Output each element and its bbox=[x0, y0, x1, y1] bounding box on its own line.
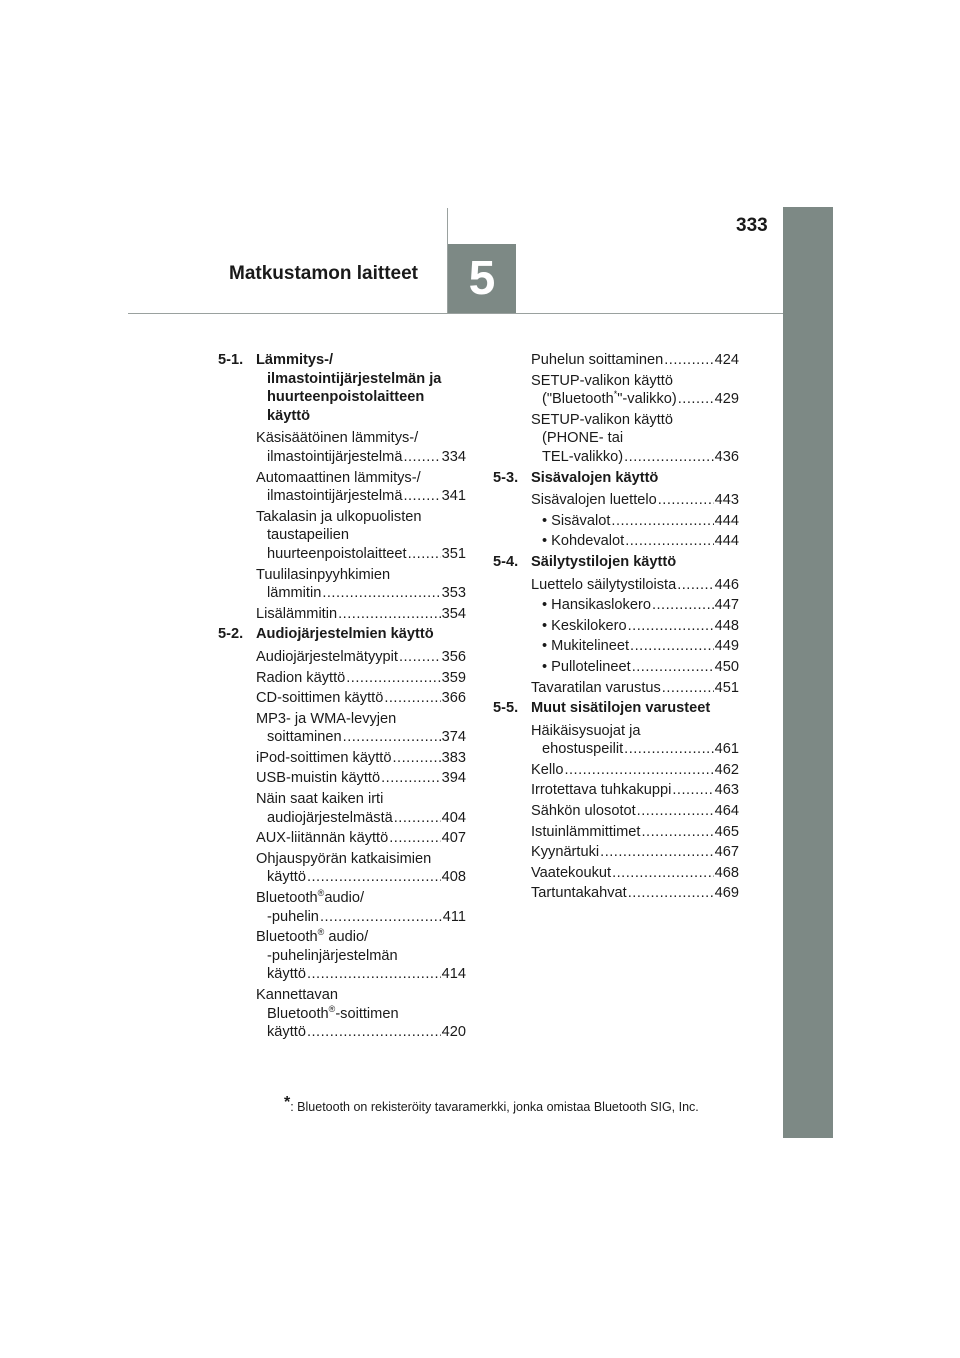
section-title-line: huurteenpoistolaitteen bbox=[267, 389, 425, 406]
dot-leader bbox=[307, 868, 441, 887]
toc-entry[interactable] bbox=[218, 850, 466, 887]
toc-entry-text: Puhelun soittaminen bbox=[531, 352, 664, 368]
toc-entry[interactable] bbox=[493, 576, 739, 595]
toc-entry-text: • Sisävalot bbox=[542, 512, 611, 529]
toc-entry-text: • Pullotelineet bbox=[542, 658, 631, 675]
toc-page-number: 444 bbox=[714, 512, 739, 529]
dot-leader bbox=[628, 884, 714, 903]
toc-column-left bbox=[218, 351, 466, 1044]
toc-entry-line bbox=[531, 802, 739, 821]
dot-leader bbox=[600, 843, 714, 862]
chapter-number: 5 bbox=[468, 252, 496, 305]
footnote-text: : Bluetooth on rekisteröity tavaramerkki, jonka omistaa Bluetooth SIG, Inc. bbox=[290, 1100, 699, 1114]
toc-page-number: 394 bbox=[441, 770, 466, 787]
toc-entry-text: käyttö bbox=[267, 869, 306, 886]
toc-entry[interactable] bbox=[493, 864, 739, 883]
toc-entry[interactable] bbox=[493, 351, 739, 370]
toc-entry-text: soittaminen bbox=[267, 729, 342, 746]
toc-entry[interactable] bbox=[493, 802, 739, 821]
toc-entry-line: SETUP-valikon käyttö bbox=[531, 372, 673, 389]
dot-leader bbox=[658, 491, 714, 510]
dot-leader bbox=[677, 576, 713, 595]
toc-entry-line bbox=[256, 728, 466, 747]
toc-entry[interactable] bbox=[218, 790, 466, 827]
dot-leader bbox=[624, 448, 714, 467]
toc-entry-line bbox=[256, 448, 466, 467]
toc-entry-line: (PHONE- tai bbox=[542, 430, 624, 447]
toc-entry-line bbox=[531, 390, 739, 409]
dot-leader bbox=[403, 448, 440, 467]
dot-leader bbox=[624, 740, 714, 759]
toc-entry[interactable] bbox=[218, 469, 466, 506]
toc-entry[interactable] bbox=[218, 829, 466, 848]
toc-entry-line bbox=[256, 829, 466, 848]
toc-entry[interactable] bbox=[218, 986, 466, 1042]
toc-page-number: 424 bbox=[714, 352, 739, 368]
toc-entry-line bbox=[531, 491, 739, 510]
toc-entry-text: Tartuntakahvat bbox=[531, 885, 627, 902]
toc-page-number: 451 bbox=[714, 679, 739, 696]
section-title-line: käyttö bbox=[267, 407, 310, 424]
toc-entry-text: ilmastointijärjestelmä bbox=[267, 448, 403, 465]
toc-entry-line bbox=[256, 584, 466, 603]
dot-leader bbox=[338, 605, 441, 624]
toc-entry-line bbox=[256, 545, 466, 564]
toc-entry-line: -puhelinjärjestelmän bbox=[267, 947, 398, 964]
toc-entry[interactable] bbox=[218, 689, 466, 708]
toc-entry-line bbox=[531, 823, 739, 842]
toc-entry-text: Sisävalojen luettelo bbox=[531, 492, 657, 509]
toc-subentry[interactable] bbox=[493, 658, 739, 677]
toc-entry-line bbox=[256, 669, 466, 688]
toc-entry-line bbox=[256, 749, 466, 768]
toc-entry-line: Bluetooth®-soittimen bbox=[267, 1003, 399, 1022]
section-number: 5-2. bbox=[218, 626, 244, 643]
toc-entry-line bbox=[531, 864, 739, 883]
toc-page-number: 436 bbox=[714, 448, 739, 465]
toc-entry-text: huurteenpoistolaitteet bbox=[267, 545, 407, 562]
toc-entry-line: Näin saat kaiken irti bbox=[256, 791, 384, 808]
toc-entry-line bbox=[531, 884, 739, 903]
toc-entry[interactable] bbox=[218, 749, 466, 768]
toc-page-number: 448 bbox=[714, 617, 739, 634]
toc-page-number: 443 bbox=[714, 492, 739, 509]
toc-entry-line: Häikäisysuojat ja bbox=[531, 722, 641, 739]
toc-entry-line: Tuulilasinpyyhkimien bbox=[256, 566, 391, 583]
dot-leader bbox=[672, 781, 713, 800]
toc-entry-text: -puhelin bbox=[267, 908, 319, 925]
toc-entry-text: Vaatekoukut bbox=[531, 864, 612, 881]
toc-entry-line bbox=[542, 596, 739, 615]
toc-subentry[interactable] bbox=[493, 532, 739, 551]
dot-leader bbox=[632, 658, 714, 677]
toc-entry-text: käyttö bbox=[267, 966, 306, 983]
dot-leader bbox=[322, 584, 440, 603]
dot-leader bbox=[381, 769, 441, 788]
toc-entry[interactable] bbox=[493, 843, 739, 862]
toc-page-number: 463 bbox=[714, 782, 739, 799]
toc-entry-line bbox=[256, 487, 466, 506]
footnote-marker: * bbox=[284, 1094, 291, 1111]
toc-entry-line bbox=[531, 843, 739, 862]
toc-entry-text: Luettelo säilytystiloista bbox=[531, 576, 677, 593]
toc-page-number: 462 bbox=[714, 761, 739, 778]
dot-leader bbox=[612, 864, 714, 883]
toc-entry-text: Kello bbox=[531, 761, 564, 778]
footnote bbox=[284, 1094, 699, 1116]
toc-entry[interactable] bbox=[493, 491, 739, 510]
dot-leader bbox=[394, 809, 441, 828]
toc-entry-line bbox=[256, 965, 466, 984]
dot-leader bbox=[389, 829, 440, 848]
toc-entry-line bbox=[542, 637, 739, 656]
dot-leader bbox=[307, 965, 441, 984]
toc-page-number: 414 bbox=[441, 966, 466, 983]
toc-entry-text: Irrotettava tuhkakuppi bbox=[531, 782, 672, 799]
toc-entry-text: • Kohdevalot bbox=[542, 533, 625, 550]
toc-page-number: 461 bbox=[714, 741, 739, 758]
dot-leader bbox=[611, 512, 713, 531]
toc-entry[interactable] bbox=[218, 566, 466, 603]
toc-page-number: 374 bbox=[441, 729, 466, 746]
dot-leader bbox=[307, 1023, 441, 1042]
dot-leader bbox=[630, 637, 714, 656]
toc-page-number: 334 bbox=[441, 448, 466, 465]
toc-page-number: 444 bbox=[714, 533, 739, 550]
dot-leader bbox=[392, 749, 440, 768]
chapter-number-box bbox=[448, 244, 516, 313]
toc-entry-text: Lisälämmitin bbox=[256, 605, 338, 622]
dot-leader bbox=[678, 390, 714, 409]
toc-subentry[interactable] bbox=[493, 637, 739, 656]
toc-entry-text: ("Bluetooth*"-valikko) bbox=[542, 389, 677, 408]
section-title-line: Säilytystilojen käyttö bbox=[531, 553, 677, 570]
toc-page-number: 465 bbox=[714, 823, 739, 840]
dot-leader bbox=[625, 532, 713, 551]
toc-page-number: 449 bbox=[714, 638, 739, 655]
dot-leader bbox=[408, 545, 441, 564]
toc-entry-text: lämmitin bbox=[267, 585, 322, 602]
dot-leader bbox=[652, 596, 714, 615]
toc-entry[interactable] bbox=[493, 372, 739, 409]
dot-leader bbox=[662, 679, 714, 698]
toc-entry-line: SETUP-valikon käyttö bbox=[531, 411, 673, 428]
toc-entry-text: ilmastointijärjestelmä bbox=[267, 488, 403, 505]
toc-page-number: 429 bbox=[714, 391, 739, 408]
toc-entry-line: Kannettavan bbox=[256, 987, 338, 1003]
section-number: 5-5. bbox=[493, 700, 519, 717]
toc-page-number: 468 bbox=[714, 864, 739, 881]
toc-entry[interactable] bbox=[218, 710, 466, 747]
toc-page-number: 354 bbox=[441, 605, 466, 622]
section-title-line: Lämmitys-/ bbox=[256, 352, 334, 368]
toc-entry-line: MP3- ja WMA-levyjen bbox=[256, 710, 397, 727]
section-number: 5-4. bbox=[493, 553, 519, 570]
toc-entry-line bbox=[531, 761, 739, 780]
toc-entry-text: Tavaratilan varustus bbox=[531, 679, 661, 696]
toc-subentry[interactable] bbox=[493, 596, 739, 615]
toc-entry-text: Istuinlämmittimet bbox=[531, 823, 641, 840]
toc-page-number: 407 bbox=[441, 830, 466, 847]
toc-subentry[interactable] bbox=[493, 617, 739, 636]
toc-entry-line bbox=[256, 908, 466, 927]
section-title-line: Muut sisätilojen varusteet bbox=[531, 700, 711, 717]
toc-entry-line bbox=[542, 532, 739, 551]
toc-page-number: 341 bbox=[441, 488, 466, 505]
toc-page-number: 383 bbox=[441, 749, 466, 766]
toc-entry-text: Sähkön ulosotot bbox=[531, 803, 636, 820]
toc-entry[interactable] bbox=[218, 669, 466, 688]
dot-leader bbox=[346, 669, 440, 688]
toc-entry-line bbox=[256, 868, 466, 887]
toc-entry-text: iPod-soittimen käyttö bbox=[256, 749, 392, 766]
toc-entry-line: taustapeilien bbox=[267, 527, 349, 544]
toc-entry[interactable] bbox=[493, 722, 739, 759]
dot-leader bbox=[637, 802, 714, 821]
dot-leader bbox=[403, 487, 440, 506]
toc-page-number: 356 bbox=[441, 648, 466, 665]
toc-page-number: 467 bbox=[714, 844, 739, 861]
toc-entry-line bbox=[256, 769, 466, 788]
toc-entry-line bbox=[531, 448, 739, 467]
toc-entry[interactable] bbox=[218, 508, 466, 564]
toc-entry[interactable] bbox=[493, 823, 739, 842]
toc-section-heading bbox=[218, 351, 466, 425]
section-title-line: Audiojärjestelmien käyttö bbox=[256, 626, 434, 643]
toc-page-number: 450 bbox=[714, 658, 739, 675]
toc-entry-text: • Mukitelineet bbox=[542, 638, 630, 655]
section-title-line: Sisävalojen käyttö bbox=[531, 469, 659, 486]
toc-entry[interactable] bbox=[493, 884, 739, 903]
toc-entry-line bbox=[256, 1023, 466, 1042]
toc-entry[interactable] bbox=[493, 781, 739, 800]
toc-entry-text: Radion käyttö bbox=[256, 669, 346, 686]
toc-page-number: 411 bbox=[442, 908, 466, 925]
toc-page-number: 408 bbox=[441, 869, 466, 886]
toc-entry-text: audiojärjestelmästä bbox=[267, 809, 393, 826]
toc-entry[interactable] bbox=[218, 648, 466, 667]
dot-leader bbox=[641, 823, 713, 842]
toc-entry-text: AUX-liitännän käyttö bbox=[256, 830, 389, 847]
dot-leader bbox=[343, 728, 441, 747]
toc-entry-line bbox=[256, 605, 466, 624]
dot-leader bbox=[320, 908, 442, 927]
toc-entry-line bbox=[531, 351, 739, 370]
section-number: 5-3. bbox=[493, 469, 519, 486]
toc-entry-line bbox=[531, 576, 739, 595]
toc-entry-line bbox=[256, 689, 466, 708]
toc-page-number: 469 bbox=[714, 885, 739, 902]
toc-section-heading bbox=[493, 469, 739, 488]
toc-section-heading bbox=[493, 699, 739, 718]
section-title-line: ilmastointijärjestelmän ja bbox=[267, 370, 442, 387]
toc-subentry[interactable] bbox=[493, 512, 739, 531]
toc-entry-line: Automaattinen lämmitys-/ bbox=[256, 469, 421, 486]
toc-entry-line bbox=[542, 617, 739, 636]
toc-page-number: 420 bbox=[441, 1024, 466, 1041]
toc-entry-text: Kyynärtuki bbox=[531, 844, 600, 861]
toc-page-number: 404 bbox=[441, 809, 466, 826]
toc-entry-line bbox=[531, 740, 739, 759]
toc-entry-text: • Keskilokero bbox=[542, 617, 627, 634]
chapter-side-tab bbox=[783, 207, 833, 1138]
toc-entry[interactable] bbox=[493, 411, 739, 467]
toc-page-number: 359 bbox=[441, 669, 466, 686]
section-number: 5-1. bbox=[218, 352, 244, 368]
toc-entry[interactable] bbox=[218, 928, 466, 984]
toc-page-number: 447 bbox=[714, 597, 739, 614]
toc-entry[interactable] bbox=[218, 605, 466, 624]
toc-page-number: 351 bbox=[441, 545, 466, 562]
dot-leader bbox=[664, 351, 713, 370]
dot-leader bbox=[628, 617, 714, 636]
dot-leader bbox=[384, 689, 440, 708]
toc-entry[interactable] bbox=[218, 769, 466, 788]
toc-entry-text: käyttö bbox=[267, 1024, 306, 1041]
toc-section-heading bbox=[493, 553, 739, 572]
toc-entry-line bbox=[542, 658, 739, 677]
toc-entry-text: USB-muistin käyttö bbox=[256, 770, 381, 787]
toc-entry-text: Audiojärjestelmätyypit bbox=[256, 648, 398, 665]
toc-entry-line bbox=[531, 781, 739, 800]
chapter-title: Matkustamon laitteet bbox=[229, 263, 418, 284]
toc-entry-line: Bluetooth® audio/ bbox=[256, 927, 369, 946]
toc-entry-text: TEL-valikko) bbox=[542, 448, 624, 465]
toc-entry-line: Takalasin ja ulkopuolisten bbox=[256, 508, 422, 525]
toc-entry-line bbox=[531, 679, 739, 698]
toc-page-number: 464 bbox=[714, 803, 739, 820]
toc-entry[interactable] bbox=[493, 761, 739, 780]
dot-leader bbox=[399, 648, 441, 667]
toc-entry-line: Bluetooth®audio/ bbox=[256, 888, 365, 907]
toc-section-heading bbox=[218, 625, 466, 644]
toc-entry-line bbox=[542, 512, 739, 531]
toc-entry[interactable] bbox=[218, 889, 466, 926]
toc-page-number: 366 bbox=[441, 690, 466, 707]
toc-entry-line bbox=[256, 648, 466, 667]
toc-page-number: 353 bbox=[441, 585, 466, 602]
toc-entry-line bbox=[256, 809, 466, 828]
toc-entry-text: CD-soittimen käyttö bbox=[256, 690, 384, 707]
toc-entry[interactable] bbox=[218, 429, 466, 466]
page-number: 333 bbox=[736, 215, 768, 236]
toc-page-number: 446 bbox=[714, 576, 739, 593]
toc-entry-text: • Hansikaslokero bbox=[542, 597, 651, 614]
toc-entry-line: Käsisäätöinen lämmitys-/ bbox=[256, 430, 419, 447]
dot-leader bbox=[564, 761, 713, 780]
toc-column-right bbox=[493, 351, 739, 905]
toc-entry[interactable] bbox=[493, 679, 739, 698]
toc-entry-line: Ohjauspyörän katkaisimien bbox=[256, 850, 432, 867]
header-divider-horizontal bbox=[128, 313, 783, 314]
toc-entry-text: ehostuspeilit bbox=[542, 741, 624, 758]
